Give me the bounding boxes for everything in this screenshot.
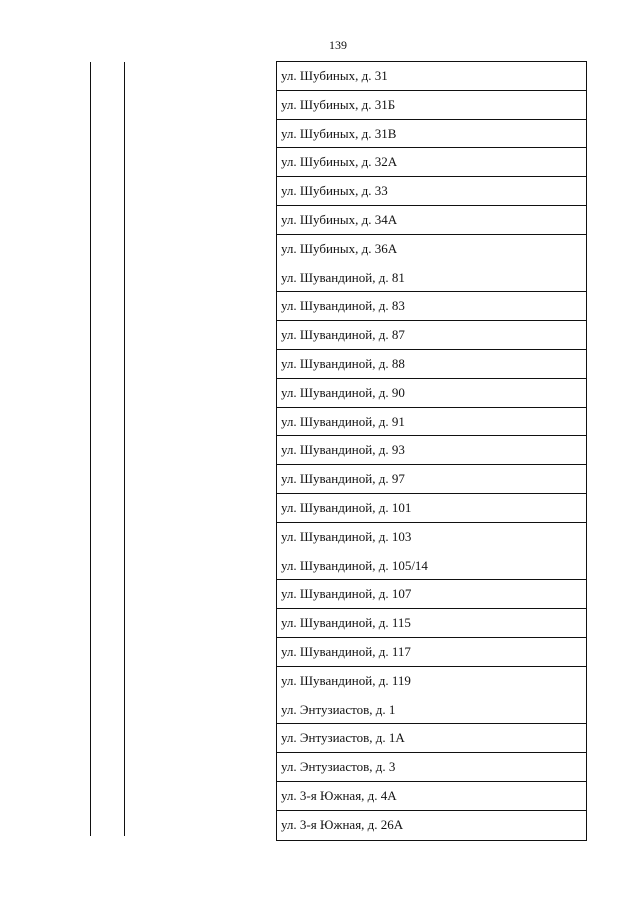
table-row: ул. Шувандиной, д. 117 bbox=[277, 638, 586, 667]
table-row: ул. Шувандиной, д. 88 bbox=[277, 350, 586, 379]
table-row: ул. Шувандиной, д. 91 bbox=[277, 408, 586, 437]
table-row: ул. Шувандиной, д. 107 bbox=[277, 580, 586, 609]
table-row: ул. Шувандиной, д. 93 bbox=[277, 436, 586, 465]
table-row: ул. Шувандиной, д. 115 bbox=[277, 609, 586, 638]
table-row: ул. Шувандиной, д. 81 bbox=[277, 264, 586, 293]
table-row: ул. 3-я Южная, д. 26А bbox=[281, 816, 404, 832]
table-row: ул. Шубиных, д. 31Б bbox=[277, 91, 586, 120]
table-row: ул. Шувандиной, д. 87 bbox=[277, 321, 586, 350]
page-number: 139 bbox=[329, 38, 347, 52]
table-row: ул. Шувандиной, д. 83 bbox=[277, 292, 586, 321]
table-column-border-inner bbox=[124, 62, 125, 836]
table-row: ул. Шувандиной, д. 103 bbox=[281, 528, 412, 544]
address-table bbox=[276, 61, 587, 841]
table-row: ул. Шувандиной, д. 119 bbox=[281, 672, 411, 688]
table-row: ул. Энтузиастов, д. 1 bbox=[277, 696, 586, 725]
table-row: ул. Шувандиной, д. 90 bbox=[277, 379, 586, 408]
table-row: ул. Шубиных, д. 31 bbox=[277, 62, 586, 91]
table-column-border-left bbox=[90, 62, 91, 836]
table-row: ул. Энтузиастов, д. 3 bbox=[277, 753, 586, 782]
table-row: ул. Энтузиастов, д. 1А bbox=[277, 724, 586, 753]
table-row: ул. Шубиных, д. 32А bbox=[277, 148, 586, 177]
table-row: ул. Шувандиной, д. 105/14 bbox=[277, 552, 586, 581]
table-row: ул. Шубиных, д. 31В bbox=[277, 120, 586, 149]
table-row: ул. Шувандиной, д. 97 bbox=[277, 465, 586, 494]
table-row: ул. 3-я Южная, д. 4А bbox=[277, 782, 586, 811]
table-row: ул. Шувандиной, д. 101 bbox=[277, 494, 586, 523]
table-row: ул. Шубиных, д. 34А bbox=[277, 206, 586, 235]
table-row: ул. Шубиных, д. 36А bbox=[281, 240, 398, 256]
table-row: ул. Шубиных, д. 33 bbox=[277, 177, 586, 206]
